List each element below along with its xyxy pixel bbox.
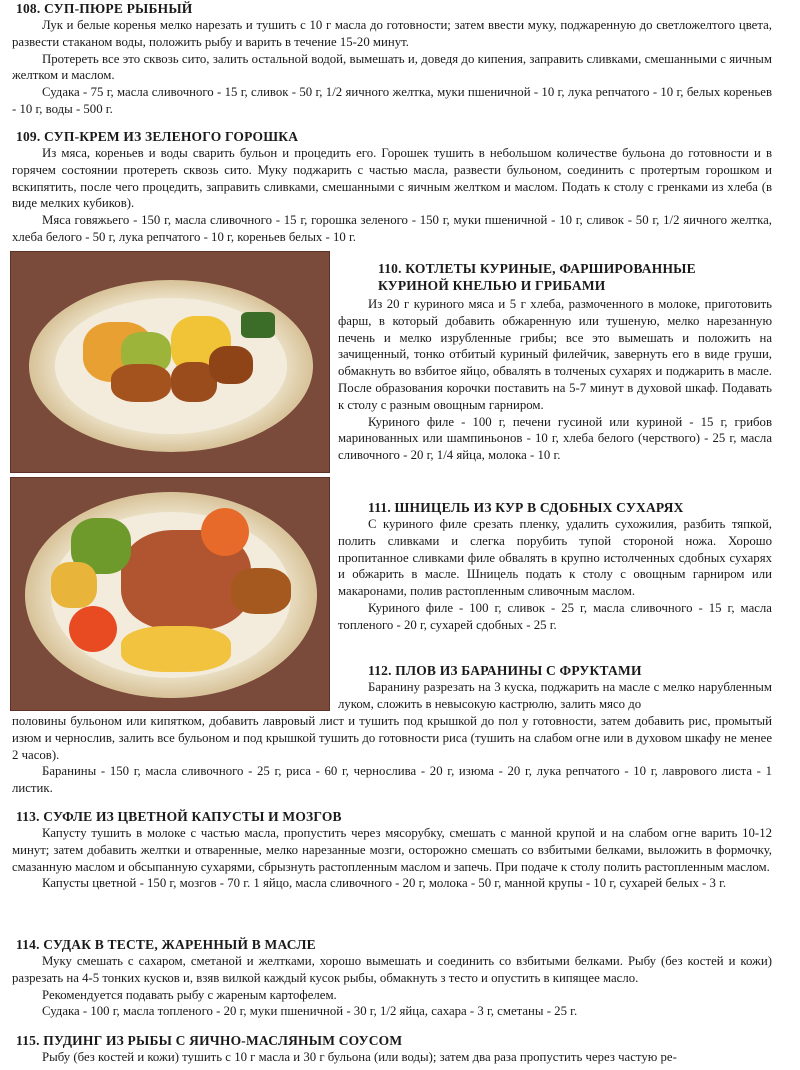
recipe-title-line2: КУРИНОЙ КНЕЛЬЮ И ГРИБАМИ [378,278,606,293]
recipe-text: Муку смешать с сахаром, сметаной и желтками, хорошо вымешать и соединить со взбитыми белками. Рыбу (без костей и кожи) разрезать на 4-5 тонких кусков и, взяв вилкой каждый кусок рыбы, обмакнуть з тесто и опустить в кипящее масло. [12,954,772,985]
recipe-text: Протереть все это сквозь сито, залить остальной водой, вымешать и, доведя до кипения, заправить сливками, смешанными с яичным желтком и маслом. [12,51,772,83]
recipe-ingredients: Баранины - 150 г, масла сливочного - 25 г, риса - 60 г, чернослива - 20 г, изюма - 20 г, лука репчатого - 10 г, лаврового листа - 1 листик. [12,764,772,796]
recipe-title: 110. КОТЛЕТЫ КУРИНЫЕ, ФАРШИРОВАННЫЕ [378,261,696,276]
recipe-title: 115. ПУДИНГ ИЗ РЫБЫ С ЯИЧНО-МАСЛЯНЫМ СОУСОМ [16,1033,403,1048]
recipe-115 [12,1032,772,1066]
recipe-ingredients: Судака - 75 г, масла сливочного - 15 г, сливок - 50 г, 1/2 яичного желтка, муки пшеничной - 10 г, лука репчатого - 10 г, белых кореньев - 10 г, воды - 500 г. [12,85,772,116]
recipe-text: половины бульоном или кипятком, добавить лавровый лист и тушить под крышкой до пол у готовности, затем добавить рис, промытый изюм и чернослив, залить все бульоном и под крышкой тушить до готовности риса (тушить на слабом огне или в духовом шкафу не менее 2 часов). [12,714,772,762]
recipe-title: 114. СУДАК В ТЕСТЕ, ЖАРЕННЫЙ В МАСЛЕ [16,937,316,952]
recipe-title: 111. ШНИЦЕЛЬ ИЗ КУР В СДОБНЫХ СУХАРЯХ [368,500,684,515]
recipe-text: Рыбу (без костей и кожи) тушить с 10 г масла и 30 г бульона (или воды); затем два раза пропустить через частую ре- [42,1050,677,1064]
dish-photo-cutlets [10,251,330,473]
recipe-110 [338,260,772,464]
recipe-ingredients: Капусты цветной - 150 г, мозгов - 70 г. 1 яйцо, масла сливочного - 20 г, молока - 50 г, манной крупы - 10 г, сухарей белых - 3 г. [42,876,727,891]
recipe-109 [12,128,772,246]
recipe-title: 109. СУП-КРЕМ ИЗ ЗЕЛЕНОГО ГОРОШКА [16,129,299,144]
recipe-title: 112. ПЛОВ ИЗ БАРАНИНЫ С ФРУКТАМИ [368,663,642,678]
recipe-ingredients: Судака - 100 г, масла топленого - 20 г, муки пшеничной - 30 г, 1/2 яйца, сахара - 3 г, сметаны - 25 г. [42,1004,578,1019]
recipe-text: Рекомендуется подавать рыбу с жареным картофелем. [42,987,337,1002]
recipe-title: 108. СУП-ПЮРЕ РЫБНЫЙ [16,1,193,16]
recipe-text: Из 20 г куриного мяса и 5 г хлеба, размоченного в молоке, приготовить фарш, в который добавить обжаренную или тушеную, мелко нарезанную печень и мелко изрубленные грибы; все это вымешать и положить на зачищенный, тонко отбитый куриный филейчик, завернуть его в виде груши, обмакнуть во взбитое яйцо, обвалять в толченых сухарях и поджарить в масле. После образования корочки поставить на 5-7 минут в духовой шкаф. Подавать к столу с разным овощным гарниром. [338,297,772,412]
recipe-113 [12,808,772,892]
recipe-text: С куриного филе срезать пленку, удалить сухожилия, разбить тяпкой, полить сливками и слегка порубить тупой стороной ножа. Хорошо пропитанное сливками филе обвалять в крупно истолченных сдобных сухарях и обжарить в масле. Шницель подать к столу с овощным гарниром или макаронами, полив растопленным сливочным маслом. [338,517,772,599]
recipe-112 [338,662,772,713]
recipe-ingredients: Куриного филе - 100 г, печени гусиной или куриной - 15 г, грибов маринованных или шампиньонов - 10 г, хлеба белого (черствого) - 25 г, масла сливочного - 20 г, 1/4 яйца, молока - 10 г. [338,414,772,463]
recipe-ingredients: Куриного филе - 100 г, сливок - 25 г, масла сливочного - 15 г, масла топленого - 20 г, сухарей сдобных - 25 г. [338,600,772,632]
recipe-title: 113. СУФЛЕ ИЗ ЦВЕТНОЙ КАПУСТЫ И МОЗГОВ [16,809,342,824]
recipe-111 [338,499,772,634]
dish-photo-pilaf [10,477,330,711]
recipe-text: Капусту тушить в молоке с частью масла, пропустить через мясорубку, смешать с манной крупой и на слабом огне варить 10-12 минут; затем добавить желтки и отваренные, мелко нарезанные мозги, осторожно смешать со взбитыми белками, выложить в формочку, смазанную маслом и обсыпанную сухарями, сбрызнуть растопленным маслом и запечь. При подаче к столу полить растопленным маслом. [12,826,772,874]
recipe-112-continued [12,713,772,797]
recipe-108 [12,0,772,118]
recipe-text: Из мяса, кореньев и воды сварить бульон и процедить его. Горошек тушить в небольшом количестве бульона до готовности и в горячем состоянии протереть сквозь сито. Муку поджарить с частью масла, развести бульоном, соединить с протертым горошком и вскипятить, после чего процедить, заправить сливками, смешанными с яичным желтком и маслом. Подать к столу с гренками из хлеба (в виде мелких кубиков). [12,146,772,211]
recipe-text: Лук и белые коренья мелко нарезать и тушить с 10 г масла до готовности; затем ввести муку, поджаренную до светложелтого цвета, развести стаканом воды, положить рыбу и варить в течение 15-20 минут. [12,18,772,49]
recipe-ingredients: Мяса говяжьего - 150 г, масла сливочного - 15 г, горошка зеленого - 150 г, муки пшеничной - 10 г, сливок - 50 г, 1/2 яичного желтка, хлеба белого - 50 г, лука репчатого - 10 г, кореньев белых - 10 г. [12,213,772,244]
recipe-text: Баранину разрезать на 3 куска, поджарить на масле с мелко нарубленным луком, сложить в невысокую кастрюлю, залить мясо до [338,680,772,711]
recipe-114 [12,936,772,1020]
